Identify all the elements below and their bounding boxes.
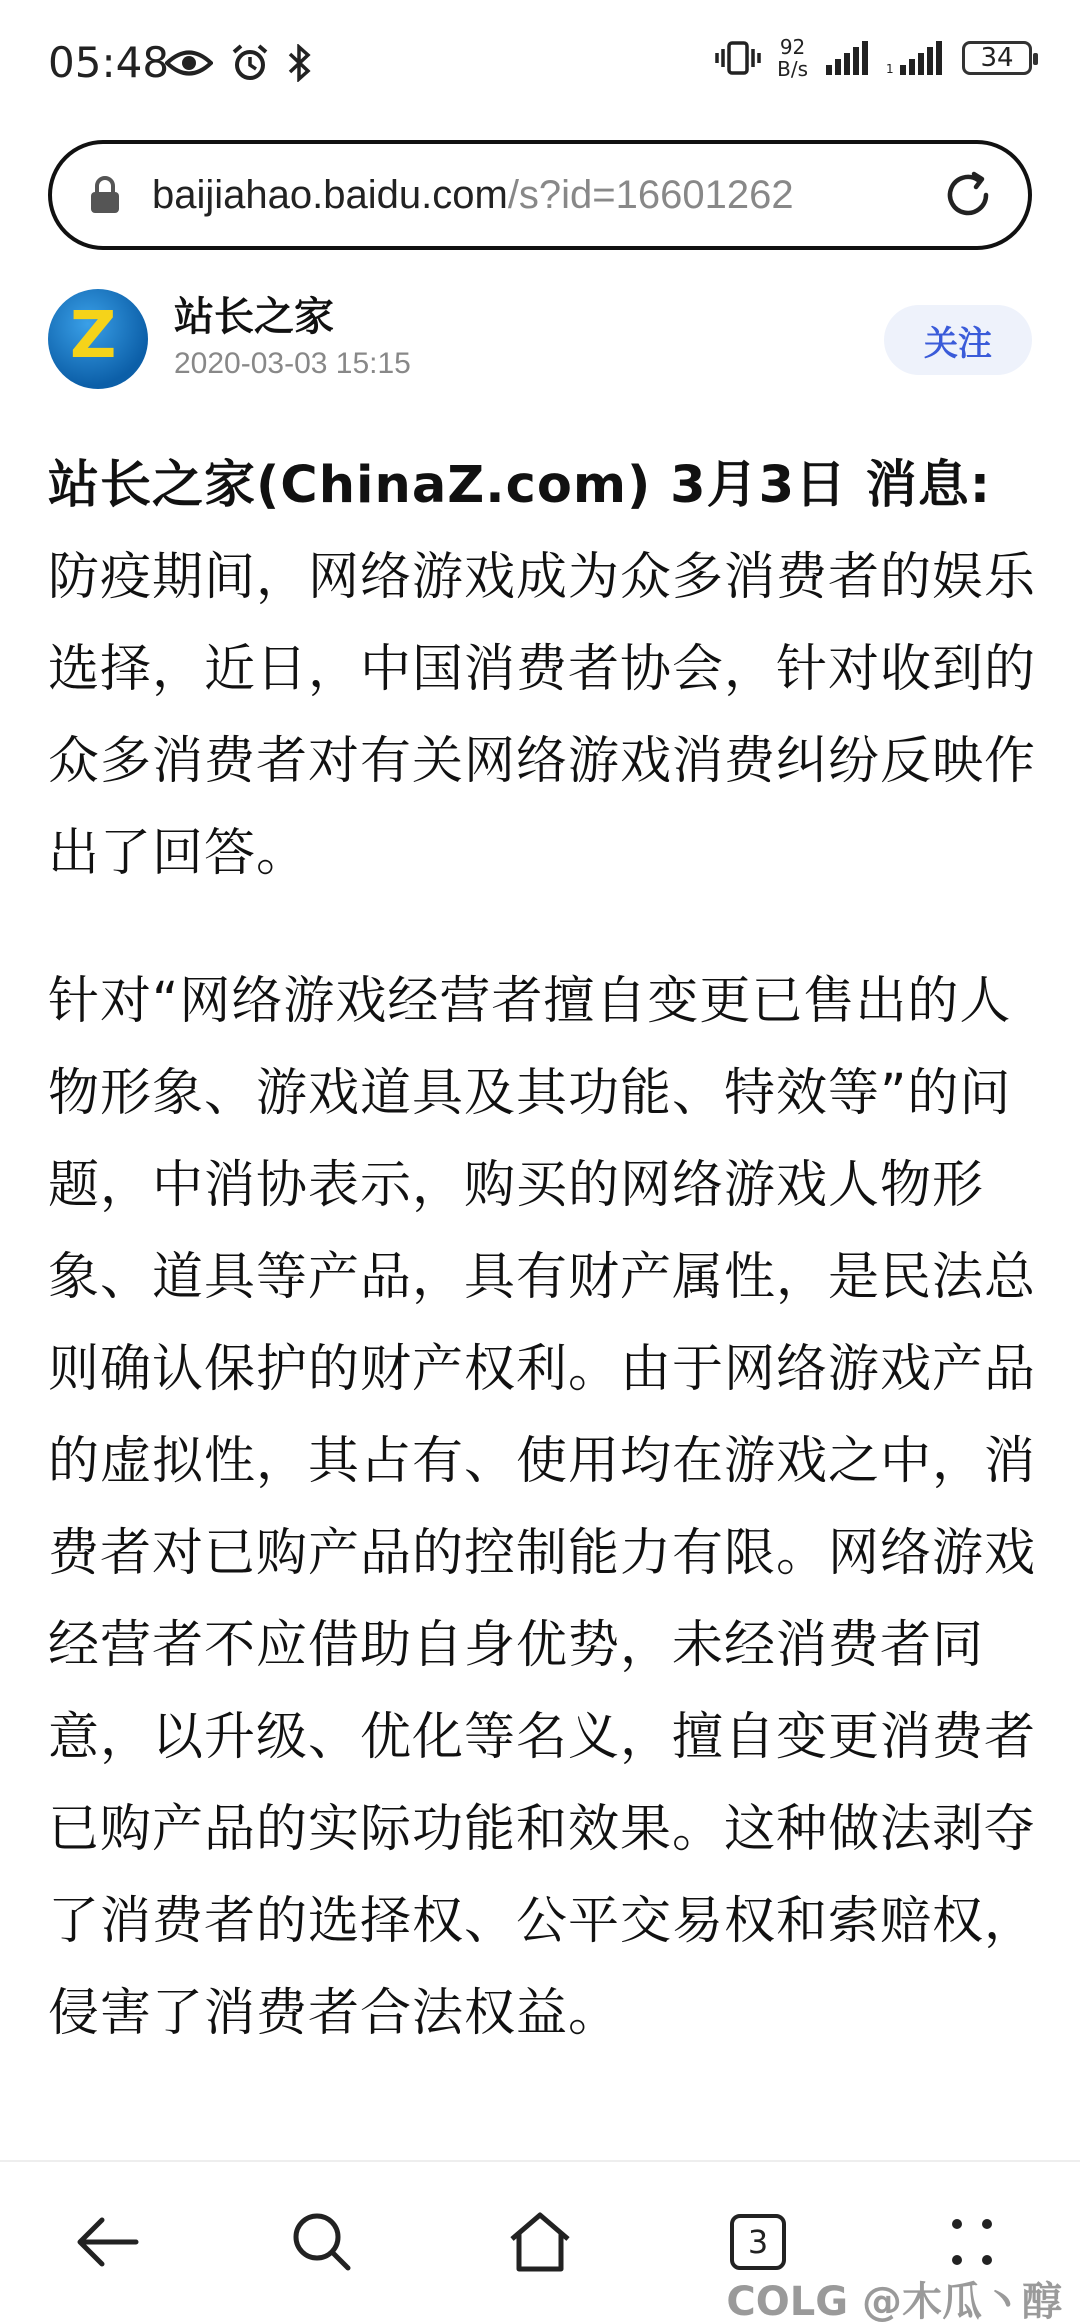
avatar-logo: Z [70, 299, 117, 373]
url-text[interactable] [152, 173, 918, 218]
status-icons-left [165, 44, 313, 82]
home-button[interactable] [500, 2202, 580, 2282]
article-paragraph-2: 针对“网络游戏经营者擅自变更已售出的人物形象、游戏道具及其功能、特效等”的问题，中消协表示，购买的网络游戏人物形象、道具等产品，具有财产属性，是民法总则确认保护的财产权利。由于网络游戏产品的虚拟性，其占有、使用均在游戏之中，消费者对已购产品的控制能力有限。网络游戏经营者不应借助自身优势，未经消费者同意，以升级、优化等名义，擅自变更消费者已购产品的实际功能和效果。这种做法剥夺了消费者的选择权、公平交易权和索赔权，侵害了消费者合法权益。 [48, 972, 1037, 2043]
search-button[interactable] [282, 2202, 362, 2282]
back-button[interactable] [68, 2202, 148, 2282]
signal-icon-2 [886, 41, 946, 75]
url-domain: baijiahao.baidu.com [152, 172, 508, 217]
follow-button[interactable]: 关注 [884, 305, 1032, 375]
net-speed [777, 36, 808, 80]
watermark: COLG @木瓜丶醇 [726, 2279, 1062, 2324]
author-name[interactable]: 站长之家 [174, 294, 334, 340]
article-paragraph-1 [48, 440, 1038, 900]
url-path: /s?id=16601262 [507, 172, 794, 217]
status-bar [0, 0, 1080, 130]
more-dots-icon [942, 2212, 1002, 2272]
reload-icon[interactable] [938, 165, 998, 225]
net-speed-value: 92 [779, 35, 806, 59]
vibrate-icon [715, 40, 761, 76]
home-icon [507, 2211, 573, 2273]
eye-icon [165, 48, 213, 78]
status-icons-right [715, 36, 1032, 80]
net-speed-unit: B/s [777, 57, 808, 81]
alarm-icon [231, 44, 269, 82]
back-arrow-icon [76, 2214, 140, 2270]
search-icon [290, 2210, 354, 2274]
publish-time: 2020-03-03 15:15 [174, 347, 411, 380]
svg-text:1: 1 [886, 62, 894, 75]
address-bar[interactable] [48, 140, 1032, 250]
tab-count: 3 [730, 2214, 786, 2270]
author-row [48, 285, 1032, 395]
article-body [48, 440, 1038, 2116]
lock-icon [88, 175, 122, 215]
avatar[interactable] [48, 289, 148, 389]
signal-icon [824, 41, 870, 75]
status-time: 05:48 [48, 38, 170, 87]
article-lead: 站长之家(ChinaZ.com) 3月3日 消息: [48, 456, 992, 515]
bluetooth-icon [287, 44, 313, 82]
article-p1-text: 防疫期间，网络游戏成为众多消费者的娱乐选择，近日，中国消费者协会，针对收到的众多消费者对有关网络游戏消费纠纷反映作出了回答。 [48, 548, 1037, 883]
battery-icon: 34 [962, 41, 1032, 75]
